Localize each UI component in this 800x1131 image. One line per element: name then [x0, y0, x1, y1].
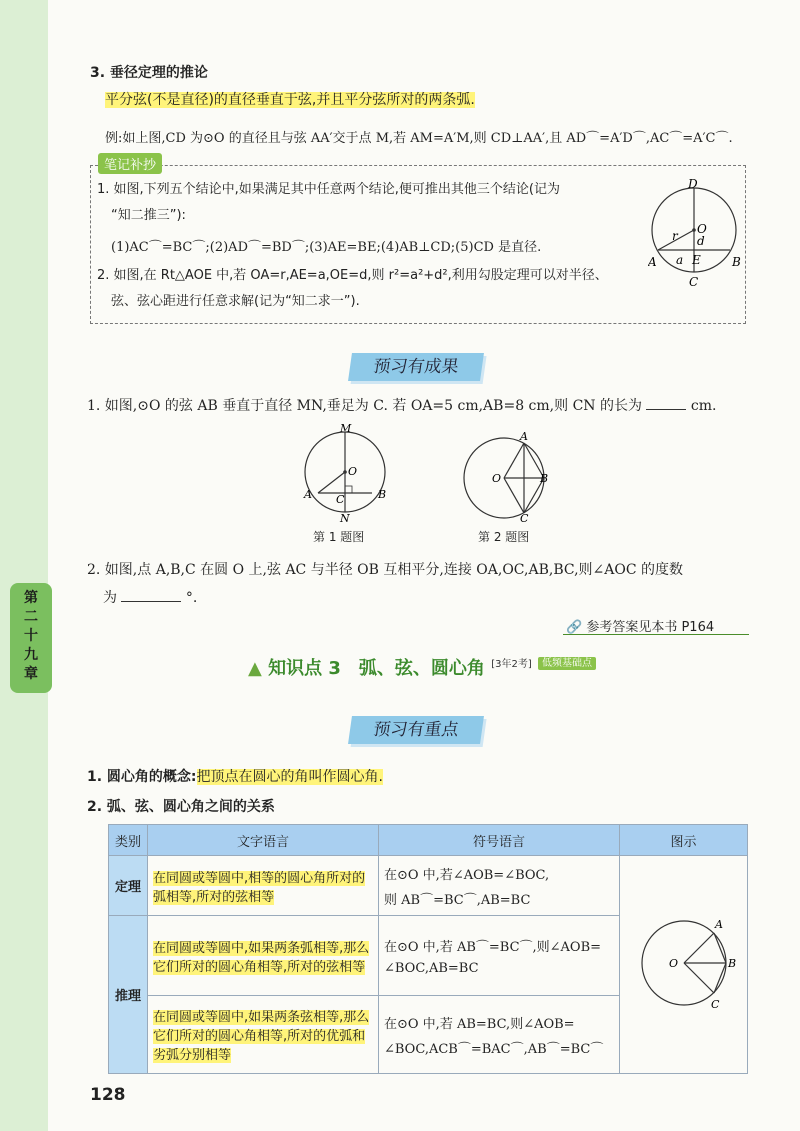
link-icon: 🔗 — [566, 620, 583, 635]
section-banner: 预习有重点 — [348, 716, 484, 744]
chapter-char: 十 — [24, 628, 38, 644]
answer-reference[interactable] — [566, 616, 714, 635]
text-cell — [148, 856, 379, 916]
table-header: 符号语言 — [379, 825, 620, 856]
fig-label: C — [520, 512, 529, 522]
table-header: 类别 — [109, 825, 148, 856]
symbol-cell — [379, 996, 620, 1074]
figure-caption: 第 2 题图 — [478, 530, 530, 544]
note-line: “知二推三”): — [111, 208, 186, 223]
notes-tag: 笔记补抄 — [98, 153, 162, 174]
cell-line: ∠BOC,AB=BC — [384, 960, 479, 976]
text-cell — [148, 916, 379, 996]
fig-label: A — [304, 488, 312, 501]
page-number: 128 — [90, 1085, 126, 1105]
notes-figure — [648, 178, 743, 290]
knowledge-title: 知识点 3 弧、弦、圆心角 — [268, 658, 485, 679]
symbol-cell — [379, 856, 620, 916]
cell-line: 在⊙O 中,若∠AOB=∠BOC, — [384, 867, 550, 883]
category-cell: 定理 — [109, 856, 148, 916]
chapter-tab[interactable] — [10, 583, 52, 693]
cell-line: 在⊙O 中,若 AB=BC,则∠AOB= — [384, 1016, 575, 1032]
divider — [563, 634, 749, 635]
question-1 — [87, 394, 716, 418]
table-row — [109, 856, 748, 916]
text-cell — [148, 996, 379, 1074]
note-line: 2. 如图,在 Rt△AOE 中,若 OA=r,AE=a,OE=d,则 r²=a²+d²,利用勾股定理可以对半径、 — [97, 268, 608, 283]
fig-label: C — [689, 275, 699, 289]
fig-label: O — [668, 956, 678, 970]
answer-blank[interactable] — [646, 395, 686, 410]
theorem-statement — [105, 89, 475, 109]
knowledge-tag: [3年2考] — [491, 659, 532, 670]
relation-table — [108, 824, 748, 1074]
table-header: 文字语言 — [148, 825, 379, 856]
question-text: 为 — [103, 590, 117, 606]
fig-label: A — [714, 917, 723, 931]
point-body: 把顶点在圆心的角叫作圆心角. — [196, 769, 383, 785]
answer-reference-text: 参考答案见本书 P164 — [586, 620, 715, 635]
unit: cm. — [690, 398, 717, 414]
cell-line: 则 AB⌒=BC⌒,AB=BC — [384, 892, 531, 908]
fig-label: A — [648, 255, 657, 269]
figure-cell — [620, 856, 748, 1074]
point-2: 2. 弧、弦、圆心角之间的关系 — [87, 799, 275, 815]
fig-label: O — [492, 472, 502, 485]
figure-q2 — [462, 428, 552, 522]
fig-label: C — [336, 493, 345, 506]
fig-label: B — [378, 488, 387, 501]
note-item-1 — [97, 177, 608, 315]
cell-text: 在同圆或等圆中,如果两条弦相等,那么它们所对的圆心角相等,所对的优弧和劣弧分别相等 — [153, 1010, 370, 1063]
cell-line: 在⊙O 中,若 AB⌒=BC⌒,则∠AOB= — [384, 939, 602, 955]
chapter-char: 章 — [24, 666, 38, 682]
fig-label: r — [672, 229, 678, 243]
chapter-char: 九 — [24, 647, 38, 663]
table-header: 图示 — [620, 825, 748, 856]
fig-label: A — [520, 430, 528, 443]
symbol-cell — [379, 916, 620, 996]
fig-label: M — [340, 422, 352, 435]
cell-text: 在同圆或等圆中,如果两条弧相等,那么它们所对的圆心角相等,所对的弦相等 — [153, 940, 370, 975]
fig-label: N — [340, 512, 350, 522]
fig-label: d — [697, 234, 705, 248]
fig-label: a — [676, 253, 684, 267]
fig-label: C — [710, 997, 719, 1011]
fig-label: D — [688, 178, 698, 191]
figure-caption: 第 1 题图 — [313, 530, 365, 544]
mushroom-icon: ▲ — [248, 658, 262, 679]
fig-label: E — [692, 253, 701, 267]
section-banner: 预习有成果 — [348, 353, 484, 381]
question-text: 2. 如图,点 A,B,C 在圆 O 上,弦 AC 与半径 OB 互相平分,连接 OA,OC,AB,BC,则∠AOC 的度数 — [87, 562, 684, 578]
example-text: 例:如上图,CD 为⊙O 的直径且与弦 AA′交于点 M,若 AM=A′M,则 CD⊥AA′,且 AD⌒=A′D⌒,AC⌒=A′C⌒. — [105, 131, 733, 146]
question-text: 1. 如图,⊙O 的弦 AB 垂直于直径 MN,垂足为 C. 若 OA=5 cm,AB=8 cm,则 CN 的长为 — [87, 398, 642, 414]
highlighted-statement: 平分弦(不是直径)的直径垂直于弦,并且平分弦所对的两条弧. — [105, 92, 475, 108]
note-line: 1. 如图,下列五个结论中,如果满足其中任意两个结论,便可推出其他三个结论(记为 — [97, 182, 561, 197]
question-text: °. — [185, 590, 198, 606]
fig-label: O — [348, 465, 358, 478]
chapter-char: 第 — [24, 590, 38, 606]
section-title: 3. 垂径定理的推论 — [90, 65, 208, 81]
table-figure — [629, 908, 739, 1018]
fig-label: B — [727, 956, 736, 970]
figure-q1 — [296, 422, 391, 522]
fig-label: O — [697, 222, 707, 236]
fig-label: B — [732, 255, 741, 269]
knowledge-heading — [248, 654, 596, 680]
table-header-row — [109, 825, 748, 856]
chapter-char: 二 — [24, 609, 38, 625]
category-cell: 推理 — [109, 916, 148, 1074]
point-1 — [87, 766, 383, 786]
frequency-badge: 低频基础点 — [538, 657, 596, 670]
answer-blank[interactable] — [121, 587, 181, 602]
cell-line: ∠BOC,ACB⌒=BAC⌒,AB⌒=BC⌒ — [384, 1041, 604, 1057]
cell-text: 在同圆或等圆中,相等的圆心角所对的弧相等,所对的弦相等 — [153, 870, 366, 905]
note-line: (1)AC⌒=BC⌒;(2)AD⌒=BD⌒;(3)AE=BE;(4)AB⊥CD;(5)CD 是直径. — [111, 240, 542, 255]
question-2 — [87, 558, 683, 610]
fig-label: B — [540, 472, 549, 485]
note-line: 弦、弦心距进行任意求解(记为“知二求一”). — [111, 294, 360, 309]
point-label: 1. 圆心角的概念: — [87, 769, 197, 785]
